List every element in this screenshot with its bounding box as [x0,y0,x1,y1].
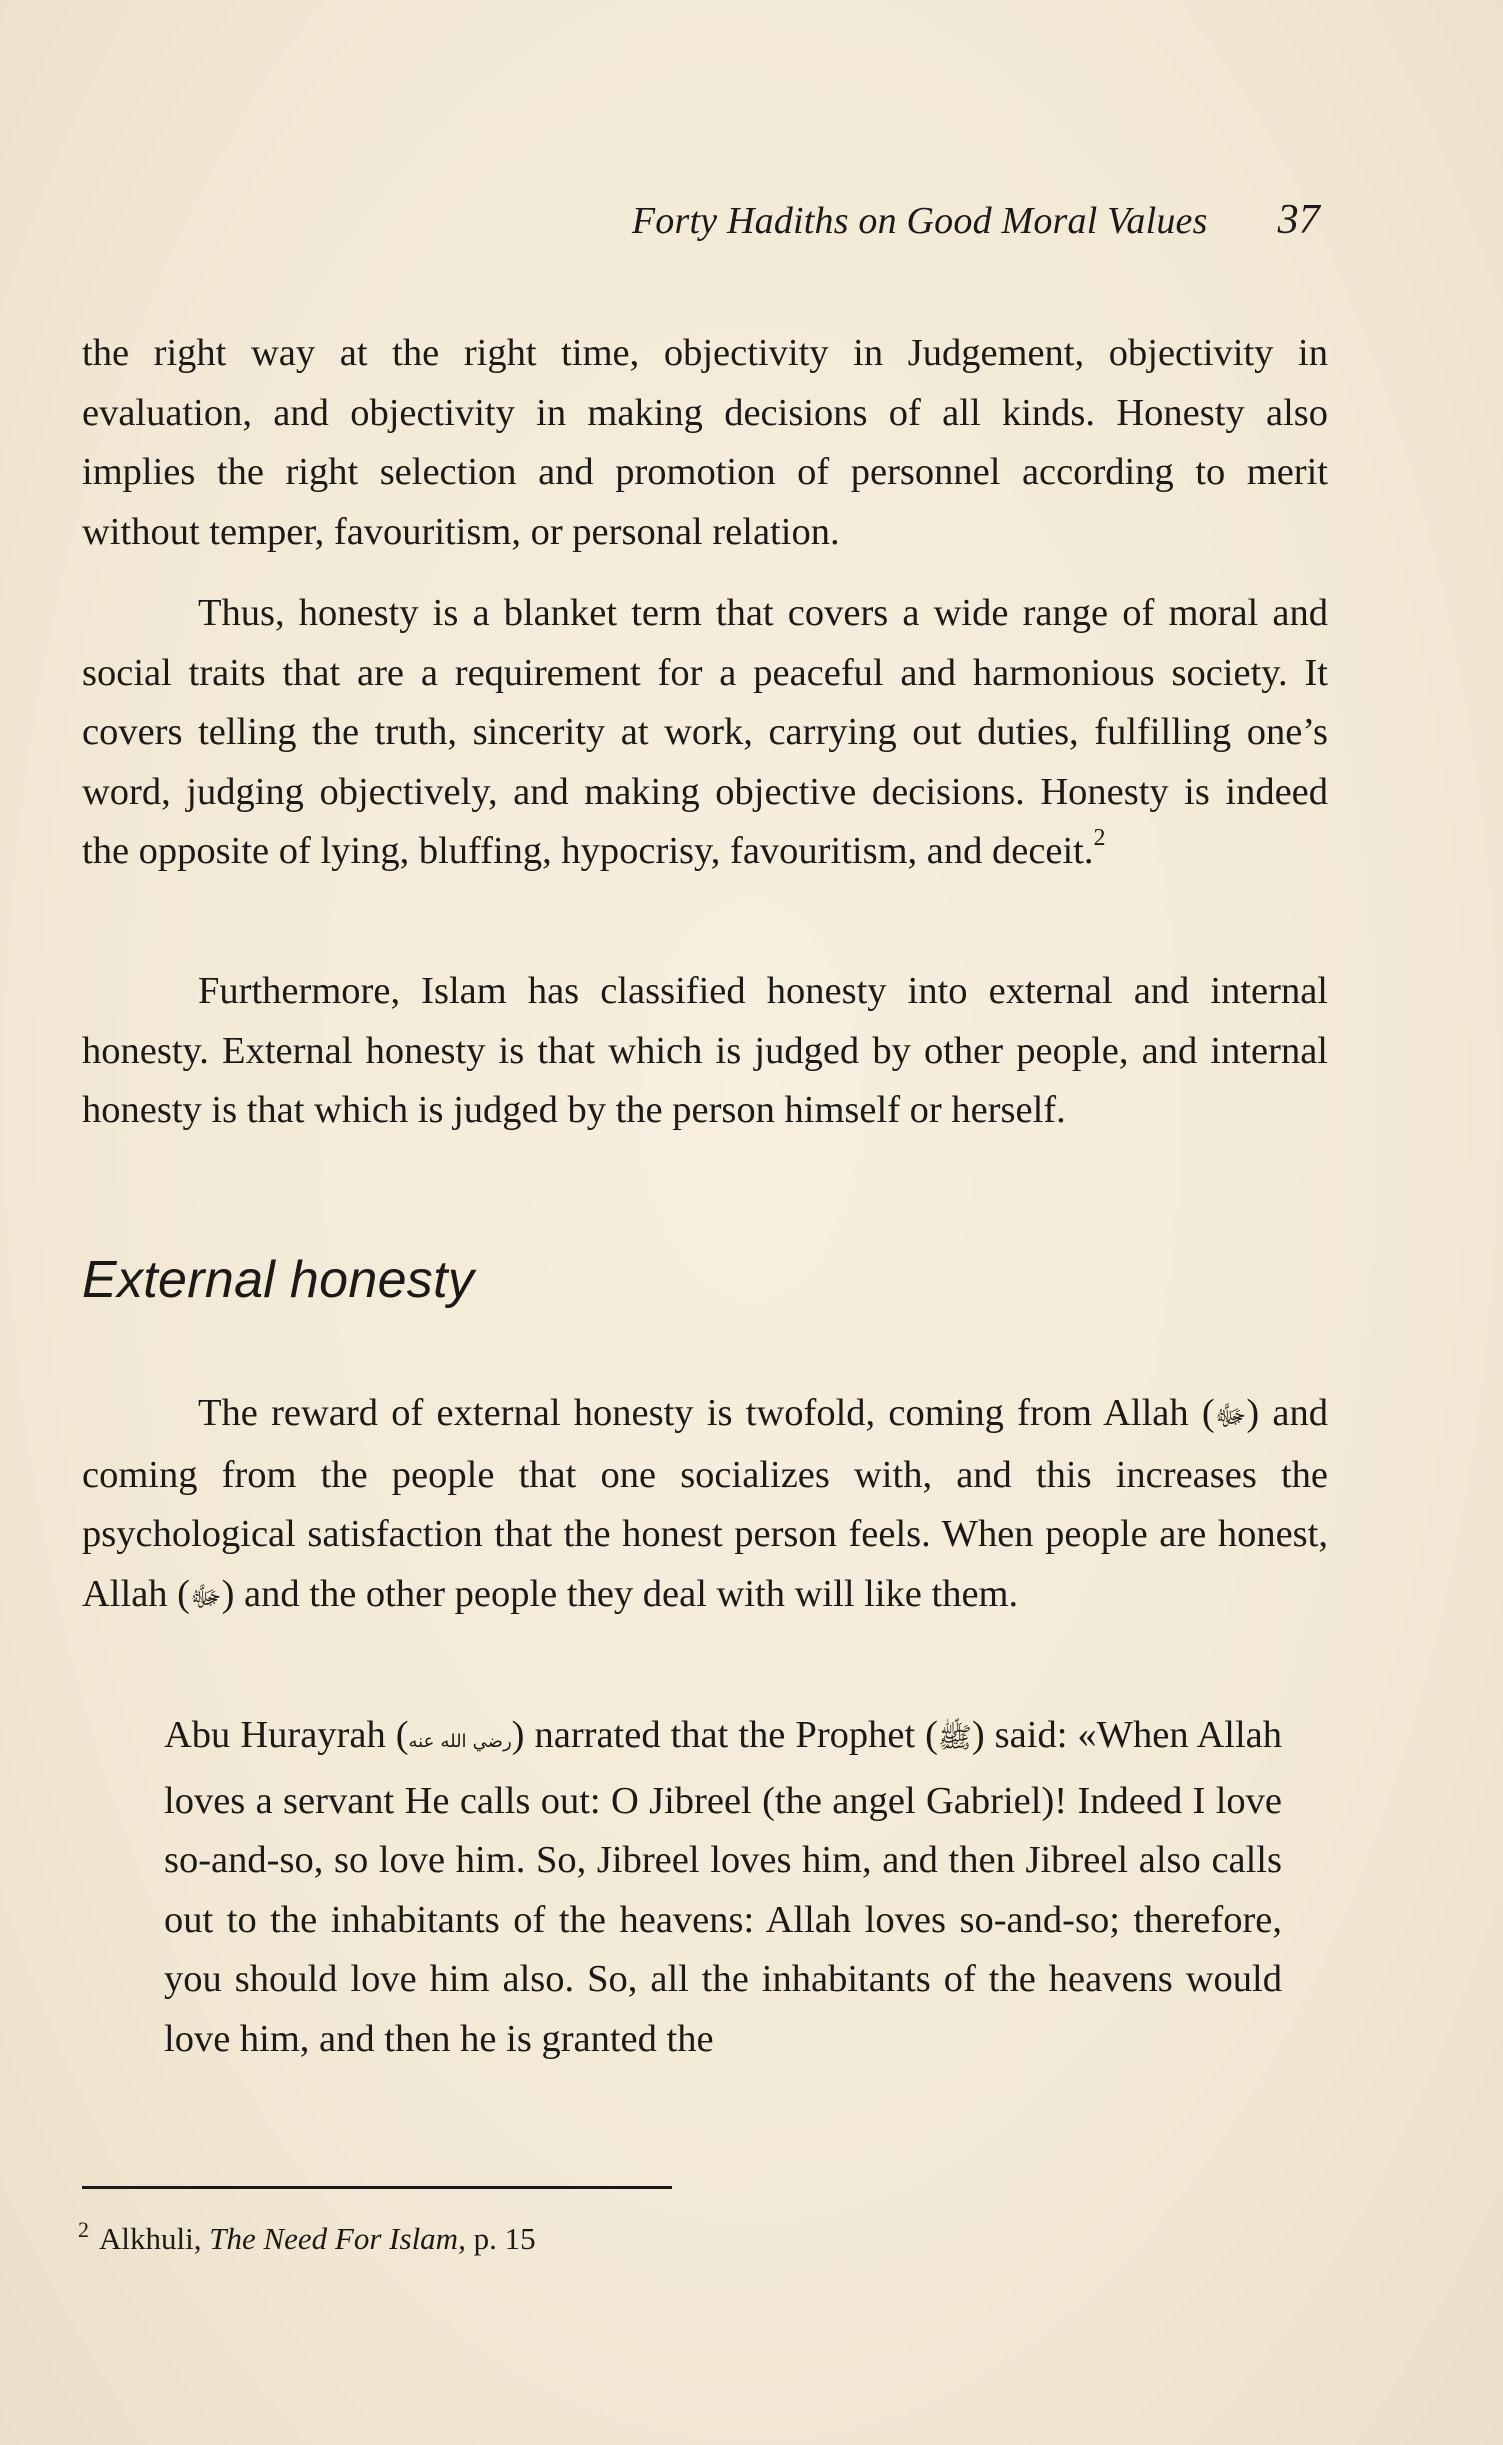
honorific-companion-icon: رضي الله عنه [408,1731,512,1752]
honorific-prophet-icon: ﷺ [938,1721,972,1754]
hadith-quote [164,1706,1282,2069]
honorific-allah-icon: ﷻ [1214,1399,1247,1432]
honorific-allah-icon: ﷻ [189,1579,222,1613]
page-number: 37 [1277,197,1320,243]
footnote-reference: 2 [1093,825,1106,851]
paragraph-text: ) and the other people they deal with will like them. [221,1572,1019,1615]
paragraph-external-honesty [82,1384,1328,1645]
footnote-page: p. 15 [473,2221,536,2256]
footnote-divider [82,2186,672,2189]
paragraph-text: Furthermore, Islam has classified honesty into external and internal honesty. External honesty is that which is judged by other people, and internal honesty is that which is judged by the person himself or herself. [82,970,1328,1131]
footnote-marker: 2 [78,2217,89,2242]
running-header [0,196,1320,244]
running-title: Forty Hadiths on Good Moral Values [631,200,1208,242]
section-heading: External honesty [82,1251,475,1309]
paragraph-text: The reward of external honesty is twofold, coming from Allah ( [198,1392,1215,1434]
paragraph-text: Thus, honesty is a blanket term that covers a wide range of moral and social traits that are a requirement for a peaceful and harmonious society. It covers telling the truth, sincerity at work, carrying out duties, fulfilling one’s word, judging objectively, and making objective decisions. Honesty is indeed the opposite of lying, bluffing, hypocrisy, favouritism, and deceit. [82,592,1328,872]
paragraph-classification [82,962,1328,1160]
footnote-author: Alkhuli, [99,2221,202,2256]
quote-text: Abu Hurayrah ( [164,1714,409,1756]
paragraph-text: ) and coming from the people that one socializes with, and this increases the psychological satisfaction that the honest person feels. When people are honest, Allah ( [82,1392,1328,1615]
footnote [78,2210,536,2259]
paragraph-honesty-definition [82,584,1328,901]
quote-text: ) said: «When Allah loves a servant He calls out: O Jibreel (the angel Gabriel)! Indeed I love so-and-so, so love him. So, Jibreel loves him, and then Jibreel also calls out to the inhabitants of the heavens: Allah loves so-and-so; therefore, you should love him also. So, all the inhabitants of the heavens would love him, and then he is granted the [164,1714,1283,2060]
paragraph-text: the right way at the right time, objectivity in Judgement, objectivity in evaluation, and objectivity in making decisions of all kinds. Honesty also implies the right selection and promotion of personnel according to merit without temper, favouritism, or personal relation. [82,332,1328,553]
paragraph-continuation [82,324,1328,581]
footnote-book-title: The Need For Islam, [209,2221,466,2256]
quote-text: ) narrated that the Prophet ( [511,1714,939,1756]
